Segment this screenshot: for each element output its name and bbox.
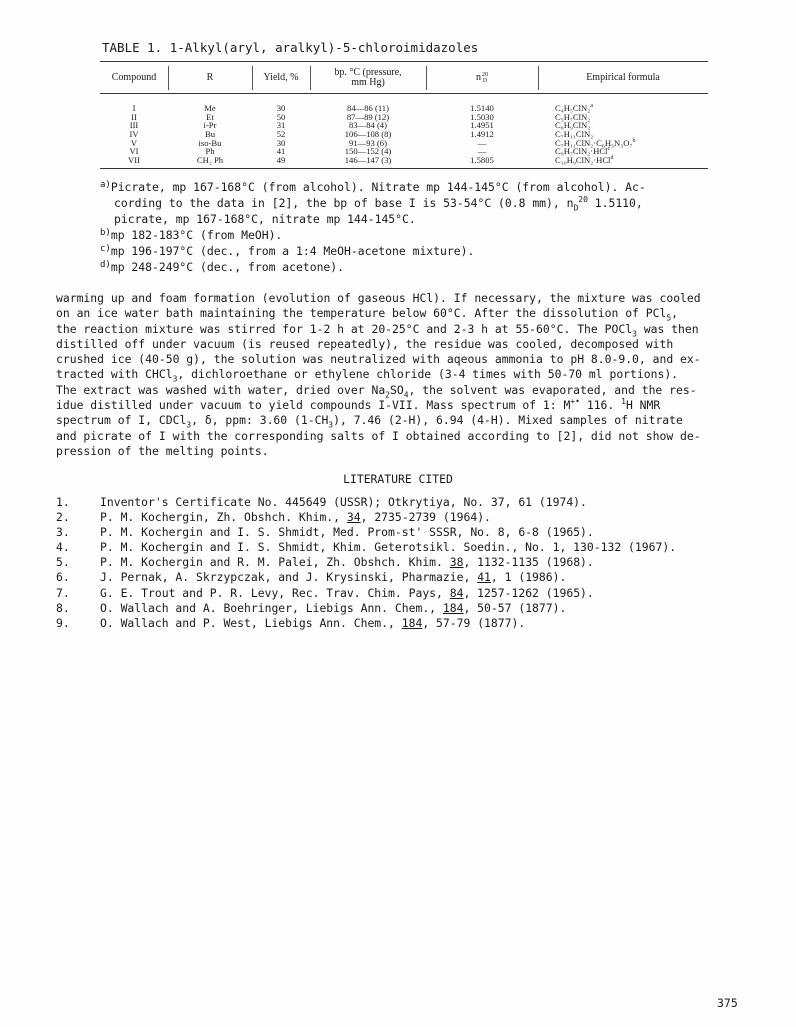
- reference-pages: , 2735-2739 (1964).: [360, 510, 491, 525]
- formula-cell: C₅H₇ClN₂: [555, 111, 591, 122]
- header-nd-sub: D: [482, 78, 488, 84]
- compound-cell: I: [132, 103, 136, 113]
- reference-pages: , 50-57 (1877).: [463, 600, 567, 615]
- paragraph-text: ), 7.46 (2-H), 6.94 (4-H). Mixed samples of nitrate: [333, 413, 683, 428]
- table-title: TABLE 1. 1-Alkyl(aryl, aralkyl)-5-chloroimidazoles: [102, 40, 479, 55]
- reference-text: [100, 495, 587, 510]
- paragraph-line: and picrate of I with the corresponding salts of I obtained according to [2], did not show de-: [56, 428, 701, 443]
- body-paragraph: [56, 291, 746, 459]
- reference-pages: , 1 (1986).: [490, 570, 567, 585]
- nd-cell: 1.4951: [470, 120, 494, 131]
- reference-citation: Inventor's Certificate No. 445649 (USSR); Otkrytiya, No. 37, 61 (1974).: [100, 495, 587, 509]
- paragraph-line: distilled off under vacuum (is reused repeatedly), the residue was cooled, decomposed with: [56, 336, 674, 351]
- header-bp-line2: mm Hg): [351, 77, 385, 88]
- paragraph-line: warming up and foam formation (evolution of gaseous HCl). If necessary, the mixture was cooled: [56, 291, 701, 305]
- bp-cell: 91—93 (6): [349, 137, 387, 148]
- reference-text: [100, 586, 594, 601]
- paragraph-text: the reaction mixture was stirred for 1-2 h at 20-25°C and 2-3 h at 55-60°C. The POCl: [56, 321, 633, 336]
- footnote-a-cont: [114, 195, 643, 213]
- yield-cell: 50: [276, 111, 286, 122]
- paragraph-line: [56, 398, 746, 413]
- table-row: [100, 121, 708, 130]
- r-cell: Bu: [204, 129, 216, 140]
- bp-cell: 84—86 (11): [347, 103, 389, 113]
- paragraph-text: on an ice water bath maintaining the temperature below 60°C. After the dissolution of PCl: [56, 306, 667, 321]
- reference-citation: P. M. Kochergin, Zh. Obshch. Khim.,: [100, 510, 347, 525]
- reference-citation: P. M. Kochergin and R. M. Palei, Zh. Obshch. Khim.: [100, 555, 450, 570]
- compound-cell: IV: [129, 129, 139, 140]
- table-header-rule: [100, 93, 708, 94]
- formula-cell: C₉H₇ClN₂·HCl$^c$: [555, 146, 611, 157]
- paragraph-line: crushed ice (40-50 g), the solution was neutralized with aqeous ammonia to pH 8.0-9.0, and ex-: [56, 352, 701, 367]
- reference-citation: O. Wallach and A. Boehringer, Liebigs Ann. Chem.,: [100, 600, 443, 615]
- reference-citation: J. Pernak, A. Skrzypczak, and J. Krysinski, Pharmazie,: [100, 570, 478, 585]
- reference-pages: , 57-79 (1877).: [422, 615, 526, 630]
- bp-cell: 146—147 (3): [344, 155, 392, 166]
- footnote-a-nd-sup: 20: [578, 195, 588, 205]
- page-number: 375: [717, 996, 738, 1010]
- paragraph-line: [56, 413, 746, 428]
- subscript: 3: [172, 374, 178, 384]
- yield-cell: 52: [276, 129, 286, 140]
- header-yield: Yield, %: [263, 71, 299, 83]
- nd-cell: 1.5805: [470, 155, 494, 166]
- reference-text: [100, 601, 566, 616]
- footnote-b: [100, 228, 282, 242]
- subscript: 5: [666, 313, 672, 323]
- subscript: 3: [632, 328, 637, 338]
- table-body: [100, 104, 708, 165]
- reference-pages: , 1132-1135 (1968).: [463, 555, 594, 570]
- footnote-a-mark: a): [100, 180, 111, 190]
- reference-number: 8.: [56, 600, 70, 615]
- reference-number: 5.: [56, 555, 70, 570]
- paragraph-text: was then: [636, 321, 699, 336]
- reference-item: [56, 540, 756, 555]
- nd-cell: 1.4912: [470, 129, 494, 140]
- footnote-d-mark: d): [100, 260, 111, 270]
- literature-title: LITERATURE CITED: [343, 472, 453, 486]
- r-cell: CH₂ Ph: [196, 155, 224, 166]
- bp-cell: 106—108 (8): [344, 129, 392, 140]
- footnote-b-text: mp 182-183°C (from MeOH).: [110, 228, 283, 242]
- paragraph-text: , dichloroethane or ethylene chloride (3-4 times with 50-70 ml portions).: [177, 367, 679, 382]
- r-cell: i-Pr: [203, 120, 217, 131]
- reference-citation: P. M. Kochergin and I. S. Shmidt, Med. Prom-st' SSSR, No. 8, 6-8 (1965).: [100, 525, 594, 540]
- table-top-rule: [100, 61, 708, 62]
- paragraph-line: [56, 367, 746, 382]
- paragraph-line: [56, 383, 746, 398]
- paragraph-line: pression of the melting points.: [56, 443, 269, 458]
- r-cell: Ph: [205, 146, 215, 157]
- reference-volume: 84: [449, 585, 464, 600]
- footnote-c-text: mp 196-197°C (dec., from a 1:4 MeOH-acetone mixture).: [110, 244, 475, 258]
- yield-cell: 30: [276, 137, 286, 148]
- reference-item: [56, 616, 756, 631]
- compound-cell: V: [130, 137, 138, 148]
- footnote-c: [100, 244, 474, 258]
- header-bp: [310, 64, 426, 92]
- header-bp-line1: bp. °C (pressure,: [334, 66, 402, 78]
- yield-cell: 31: [276, 120, 286, 131]
- nd-cell: 1.5030: [470, 111, 494, 122]
- reference-text: [100, 540, 676, 555]
- footnote-a-line3: picrate, mp 167-168°C, nitrate mp 144-145°C.: [114, 212, 416, 226]
- reference-citation: P. M. Kochergin and I. S. Shmidt, Khim. Geterotsikl. Soedin., No. 1, 130-132 (1967).: [100, 540, 677, 555]
- paragraph-line: [56, 322, 746, 337]
- paragraph-text: idue distilled under vacuum to yield compounds I-VII. Mass spectrum of 1: M: [56, 398, 571, 413]
- reference-text: [100, 616, 525, 631]
- header-nd: [426, 64, 538, 92]
- footnote-b-mark: b): [100, 228, 111, 238]
- table-bottom-rule: [100, 168, 708, 169]
- header-nd-symbol: n: [476, 71, 481, 83]
- reference-number: 9.: [56, 615, 70, 630]
- yield-cell: 41: [276, 146, 286, 157]
- footnote-a: [100, 180, 646, 194]
- footnote-a-line1: Picrate, mp 167-168°C (from alcohol). Nitrate mp 144-145°C (from alcohol). Ac-: [110, 180, 646, 194]
- reference-list: [56, 495, 756, 631]
- reference-item: [56, 525, 756, 540]
- reference-number: 1.: [56, 495, 70, 509]
- reference-text: [100, 570, 566, 585]
- compound-cell: VII: [128, 155, 140, 166]
- reference-pages: , 1257-1262 (1965).: [463, 585, 594, 600]
- table-row: [100, 104, 708, 113]
- subscript: 4: [403, 390, 409, 400]
- header-formula: Empirical formula: [586, 71, 660, 83]
- paragraph-text: , the solvent was evaporated, and the res-: [408, 382, 697, 397]
- reference-item: [56, 570, 756, 585]
- footnote-marker: d: [610, 155, 614, 162]
- formula-cell: C₁₀H₉ClN₂·HCl$^d$: [555, 155, 614, 166]
- paragraph-line: [56, 306, 746, 321]
- reference-volume: 38: [449, 555, 464, 570]
- reference-number: 4.: [56, 540, 70, 555]
- reference-number: 6.: [56, 570, 70, 585]
- header-r: R: [206, 71, 214, 83]
- table-header: [100, 64, 708, 92]
- paragraph-text: , δ, ppm: 3.60 (1-CH: [191, 413, 329, 428]
- footnote-marker: c: [607, 146, 611, 153]
- footnote-marker: b: [632, 137, 636, 144]
- footnote-a-line2: cording to the data in [2], the bp of base I is 53-54°C (0.8 mm), n: [114, 196, 574, 210]
- reference-text: [100, 510, 491, 525]
- reference-number: 2.: [56, 510, 70, 525]
- paragraph-text: The extract was washed with water, dried over Na: [56, 382, 386, 397]
- reference-citation: G. E. Trout and P. R. Levy, Rec. Trav. Chim. Pays,: [100, 585, 450, 600]
- reference-number: 7.: [56, 585, 70, 600]
- bp-cell: 87—89 (12): [346, 111, 390, 122]
- reference-volume: 34: [346, 510, 361, 525]
- r-cell: Me: [204, 103, 216, 113]
- paragraph-text: SO: [390, 382, 404, 397]
- nd-cell: 1.5140: [470, 103, 494, 113]
- r-cell: iso-Bu: [198, 137, 222, 148]
- table-row: [100, 113, 708, 122]
- reference-item: [56, 510, 756, 525]
- reference-item: [56, 586, 756, 601]
- bp-cell: 83—84 (4): [349, 120, 387, 131]
- header-nd-sup: 20: [482, 72, 488, 78]
- nd-cell: —: [477, 146, 487, 157]
- yield-cell: 49: [276, 155, 286, 166]
- footnote-a-line2-end: 1.5110,: [587, 196, 643, 210]
- paragraph-text: tracted with CHCl: [56, 367, 173, 382]
- reference-volume: 41: [477, 570, 491, 585]
- reference-text: [100, 525, 594, 540]
- reference-number: 3.: [56, 525, 70, 540]
- reference-volume: 184: [401, 615, 423, 630]
- footnote-d-text: mp 248-249°C (dec., from acetone).: [110, 260, 345, 274]
- table-row: [100, 156, 708, 165]
- paragraph-text: 116.: [579, 398, 622, 413]
- reference-item: [56, 495, 756, 510]
- r-cell: Et: [206, 111, 214, 122]
- superscript: 1: [621, 397, 626, 407]
- footnote-a-nd-sub: D: [573, 203, 579, 213]
- bp-cell: 150—152 (4): [344, 146, 392, 157]
- subscript: 3: [328, 420, 334, 430]
- compound-cell: II: [131, 111, 137, 122]
- formula-cell: C₄H₅ClN₂$^a$: [555, 103, 593, 113]
- reference-item: [56, 601, 756, 616]
- footnote-marker: a: [590, 103, 593, 110]
- subscript: 3: [186, 420, 192, 430]
- reference-text: [100, 555, 594, 570]
- table-row: [100, 139, 708, 148]
- compound-cell: VI: [129, 146, 139, 157]
- formula-cell: C₇H₁₁ClN₂·C₆H₃N₃O₇$^b$: [555, 137, 636, 148]
- formula-cell: C₆H₉ClN₂: [555, 120, 591, 131]
- reference-item: [56, 555, 756, 570]
- reference-volume: 184: [442, 600, 464, 615]
- compound-cell: III: [129, 120, 139, 131]
- footnote-c-mark: c): [100, 244, 111, 254]
- paragraph-text: H NMR: [625, 398, 661, 413]
- reference-citation: O. Wallach and P. West, Liebigs Ann. Chem.,: [100, 615, 402, 630]
- table-row: [100, 147, 708, 156]
- footnote-d: [100, 260, 344, 274]
- superscript: +•: [570, 397, 580, 407]
- header-compound: Compound: [111, 71, 157, 83]
- subscript: 2: [385, 390, 390, 400]
- nd-cell: —: [477, 137, 487, 148]
- paragraph-text: spectrum of I, CDCl: [56, 413, 187, 428]
- paragraph-text: ,: [671, 306, 679, 321]
- yield-cell: 30: [276, 103, 286, 113]
- formula-cell: C₇H₁₁ClN₂: [555, 129, 594, 140]
